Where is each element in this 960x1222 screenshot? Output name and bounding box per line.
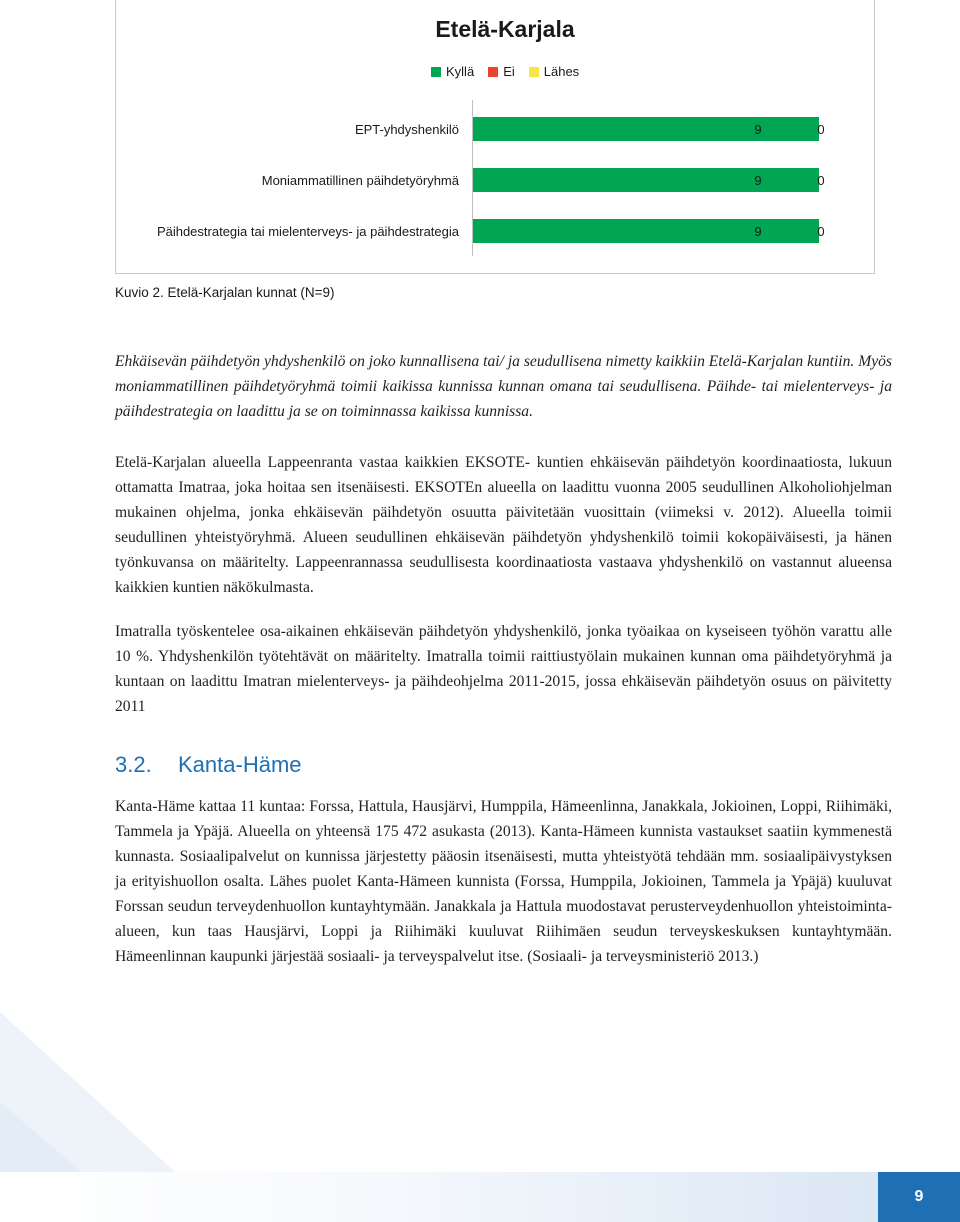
section-title: Kanta-Häme bbox=[178, 752, 302, 777]
bar-kylla bbox=[473, 168, 819, 192]
data-label-ei: 0 bbox=[817, 122, 825, 137]
chart-container bbox=[115, 0, 875, 274]
footer-band bbox=[0, 1172, 960, 1222]
paragraph-1: Etelä-Karjalan alueella Lappeenranta vastaa kaikkien EKSOTE- kuntien ehkäisevän päihdetyön koordinaatiosta, lukuun ottamatta Imatraa, joka hoitaa sen itsenäisesti. EKSOTEn alueella on laadittu vuonna 2005 seudullinen Alkoholiohjelman mukainen ohjelma, jonka ehkäisevän päihdetyön osuutta päivitetään vuosittain (viimeksi v. 2012). Alueella toimii seudullinen yhteistyöryhmä. Alueen seudullinen ehkäisevän päihdetyön yhdyshenkilö toimii kokopäiväisesti, ja hänen työnkuvansa on määritelty. Lappeenrannassa seudullisesta koordinaatiosta vastaava yhdyshenkilö on vastannut alueensa kaikkien kuntien näkökulmasta. bbox=[115, 454, 892, 596]
data-label-ei: 0 bbox=[817, 173, 825, 188]
paragraph-3: Kanta-Häme kattaa 11 kuntaa: Forssa, Hattula, Hausjärvi, Humppila, Hämeenlinna, Janakkala, Jokioinen, Loppi, Riihimäki, Tammela ja Ypäjä. Alueella on yhteensä 175 472 asukasta (2013). Kanta-Hämeen kunnista vastaukset saatiin kymmenestä kunnasta. Sosiaalipalvelut on kunnissa järjestetty pääosin itsenäisesti, mutta yhteistyötä tehdään mm. sosiaalipäivystyksen ja erityishuollon osalta. Lähes puolet Kanta-Hämeen kunnista (Forssa, Humppila, Jokioinen, Tammela ja Ypäjä) kuuluvat Forssan seudun terveydenhuollon kuntayhtymään. Janakkala ja Hattula muodostavat perusterveydenhuollon yhteistoiminta-alueen, kun taas Hausjärvi, Loppi ja Riihimäki kuuluvat Riihimäen seudun terveyskeskuksen kuntayhtymään. Hämeenlinnan kaupunki järjestää sosiaali- ja terveyspalvelut itse. (Sosiaali- ja terveysministeriö 2013.) bbox=[115, 798, 892, 965]
category-label: Päihdestrategia tai mielenterveys- ja päihdestrategia bbox=[156, 224, 459, 239]
bar-kylla bbox=[473, 219, 819, 243]
legend-label-ei: Ei bbox=[503, 64, 515, 79]
chart-title: Etelä-Karjala bbox=[435, 16, 575, 42]
paragraph-2: Imatralla työskentelee osa-aikainen ehkäisevän päihdetyön yhdyshenkilö, jonka työaikaa on kyseiseen työhön varattu alle 10 %. Yhdyshenkilön työtehtävät on määritelty. Imatralla toimii raittiustyölain mukainen kunnan oma päihdetyöryhmä ja kuntaan on laadittu Imatran mielenterveys- ja päihdeohjelma 2011-2015, jossa ehkäisevän päihdetyön osuus on päivitetty 2011 bbox=[115, 623, 892, 715]
section-number: 3.2. bbox=[115, 752, 152, 777]
category-label: Moniammatillinen päihdetyöryhmä bbox=[261, 173, 459, 188]
page-number: 9 bbox=[878, 1172, 960, 1222]
data-label-kylla: 9 bbox=[754, 122, 762, 137]
legend-label-kylla: Kyllä bbox=[446, 64, 475, 79]
data-label-kylla: 9 bbox=[754, 224, 762, 239]
category-label: EPT-yhdyshenkilö bbox=[354, 122, 459, 137]
data-label-kylla: 9 bbox=[754, 173, 762, 188]
section-heading bbox=[115, 752, 302, 778]
legend-label-lahes: Lähes bbox=[543, 64, 580, 79]
figure-caption: Kuvio 2. Etelä-Karjalan kunnat (N=9) bbox=[115, 285, 335, 300]
summary-paragraph: Ehkäisevän päihdetyön yhdyshenkilö on joko kunnallisena tai/ ja seudullisena nimetty kaikkiin Etelä-Karjalan kuntiin. Myös moniammatillinen päihdetyöryhmä toimii kaikissa kunnissa kunnan omana tai seudullisena. Päihde- tai mielenterveys- ja päihdestrategia on laadittu ja se on toiminnassa kaikissa kunnissa. bbox=[115, 353, 892, 420]
data-label-ei: 0 bbox=[817, 224, 825, 239]
bar-chart-svg bbox=[116, 0, 876, 274]
bar-kylla bbox=[473, 117, 819, 141]
